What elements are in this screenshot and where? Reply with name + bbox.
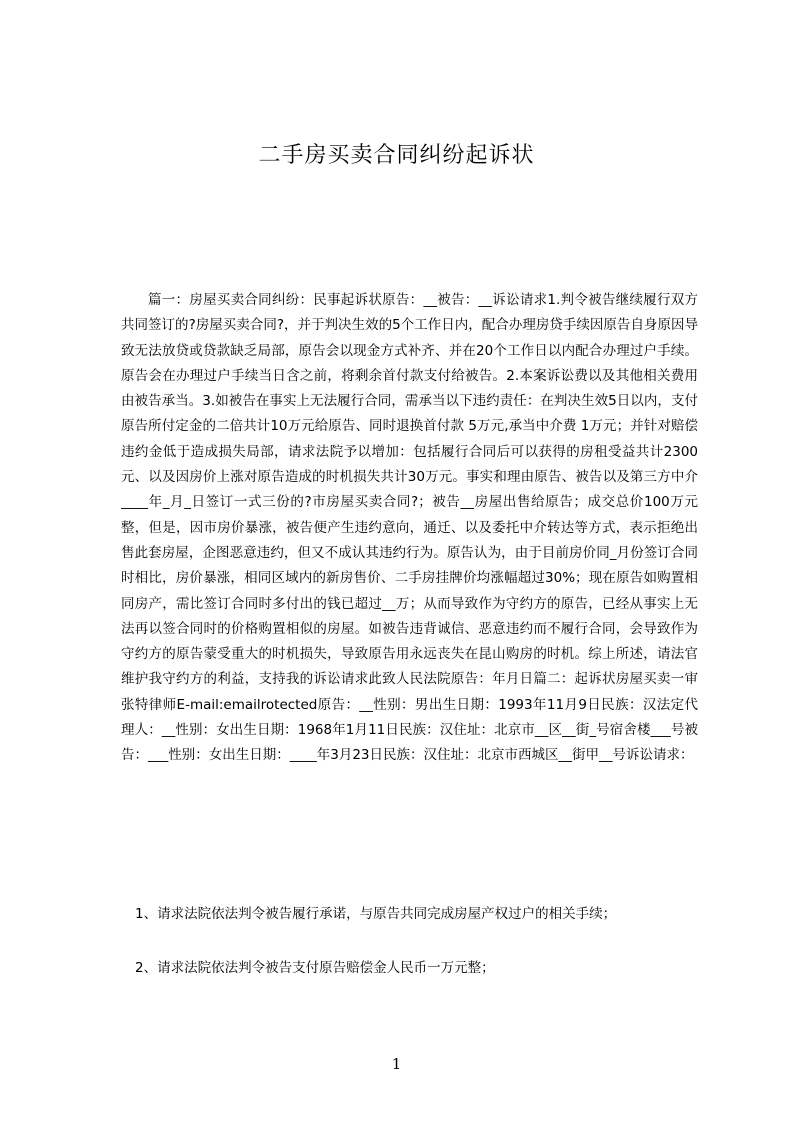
request-item-1: 1、请求法院依法判令被告履行承诺，与原告共同完成房屋产权过户的相关手续； [135,906,617,922]
page-number: 1 [391,1055,402,1073]
request-item-2: 2、请求法院依法判令被告支付原告赔偿金人民币一万元整； [135,960,495,976]
complaint-body-paragraph: 篇一：房屋买卖合同纠纷：民事起诉状原告：__被告：__诉讼请求1.判令被告继续履行双方共同签订的?房屋买卖合同?，并于判决生效的5个工作日内，配合办理房贷手续因原告自身原因导致无法放贷或贷款缺乏局部，原告会以现金方式补齐、并在20个工作日以内配合办理过户手续。原告会在办理过户手续当日含之前，将剩余首付款支付给被告。2.本案诉讼费以及其他相关费用由被告承当。3.如被告在事实上无法履行合同，需承当以下违约责任：在判决生效5日以内，支付原告所付定金的二倍共计10万元给原告、同时退换首付款 5万元,承当中介费 1万元；并针对赔偿违约金低于造成损失局部，请求法院予以增加：包括履行合同后可以获得的房租受益共计2300元、以及因房价上涨对原告造成的时机损失共计30万元。事实和理由原告、被告以及第三方中介____年_月_日签订一式三份的?市房屋买卖合同?；被告__房屋出售给原告；成交总价100万元整，但是，因市房价暴涨，被告便产生违约意向，通迁、以及委托中介转达等方式，表示拒绝出售此套房屋，企图恶意违约，但又不成认其违约行为。原告认为，由于目前房价同_月份签订合同时相比，房价暴涨，相同区域内的新房售价、二手房挂牌价均涨幅超过30%；现在原告如购置相同房产，需比签订合同时多付出的钱已超过__万；从而导致作为守约方的原告，已经从事实上无法再以签合同时的价格购置相似的房屋。如被告违背诚信、恶意违约而不履行合同，会导致作为守约方的原告蒙受重大的时机损失，导致原告用永远丧失在昆山购房的时机。综上所述，请法官维护我守约方的利益，支持我的诉讼请求此致人民法院原告：年月日篇二：起诉状房屋买卖一审张特律师E-mail:emailrotected原告：__性别：男出生日期：1993年11月9日民族：汉法定代理人：__性别：女出生日期：1968年1月11日民族：汉住址：北京市__区__街_号宿舍楼___号被告：___性别：女出生日期：____年3月23日民族：汉住址：北京市西城区__街甲__号诉讼请求： [121,292,698,764]
page-title: 二手房买卖合同纠纷起诉状 [258,143,535,168]
